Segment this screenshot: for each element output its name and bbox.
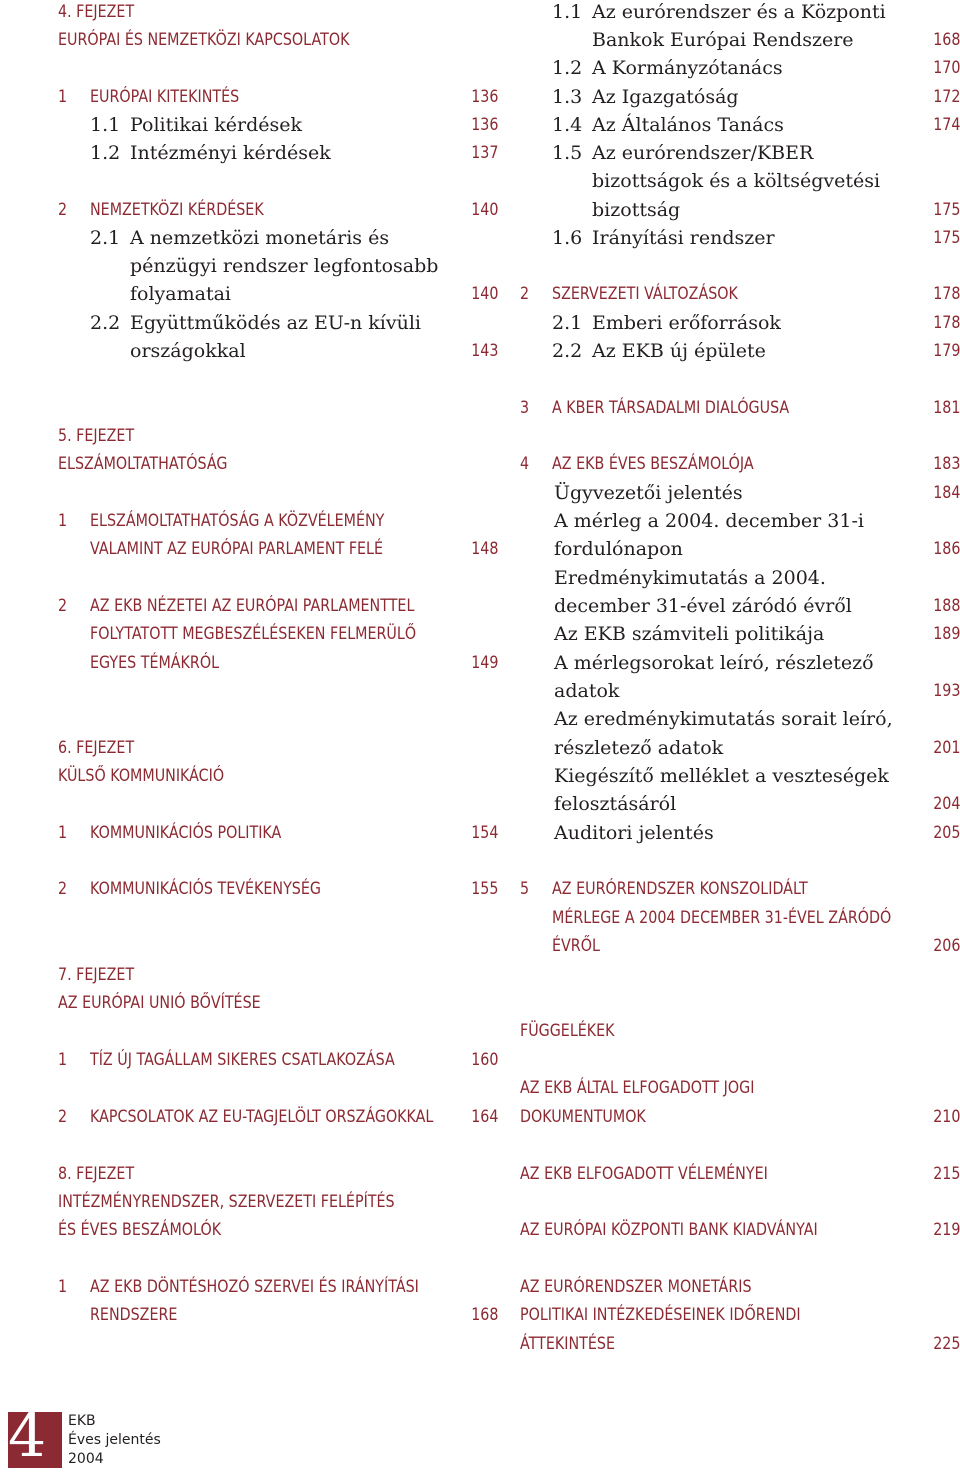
toc-entry[interactable]: 2 KAPCSOLATOK AZ EU-TAGJELÖLT ORSZÁGOKKAL 164 bbox=[58, 1107, 498, 1127]
appendix-title: FÜGGELÉKEK bbox=[520, 1021, 615, 1041]
toc-entry[interactable]: Eredménykimutatás a 2004. bbox=[554, 567, 826, 589]
toc-entry[interactable]: 2 SZERVEZETI VÁLTOZÁSOK 178 bbox=[520, 284, 960, 304]
toc-entry[interactable]: 1.1 Az eurórendszer és a Központi bbox=[552, 1, 886, 23]
toc-entry[interactable]: 1 EURÓPAI KITEKINTÉS 136 bbox=[58, 87, 498, 107]
toc-entry[interactable]: AZ EURÓPAI KÖZPONTI BANK KIADVÁNYAI 219 bbox=[520, 1220, 960, 1240]
toc-entry[interactable]: Auditori jelentés 205 bbox=[554, 822, 960, 844]
chapter-8-label: 8. FEJEZET bbox=[58, 1164, 135, 1184]
toc-entry-continued: felosztásáról 204 bbox=[554, 793, 960, 815]
toc-entry-continued: FOLYTATOTT MEGBESZÉLÉSEKEN FELMERÜLŐ bbox=[90, 624, 417, 644]
toc-entry-continued: VALAMINT AZ EURÓPAI PARLAMENT FELÉ 148 bbox=[90, 539, 498, 559]
toc-entry[interactable]: 3 A KBER TÁRSADALMI DIALÓGUSA 181 bbox=[520, 398, 960, 418]
toc-entry-continued: MÉRLEGE A 2004 DECEMBER 31-ÉVEL ZÁRÓDÓ bbox=[552, 908, 892, 928]
toc-entry-continued: POLITIKAI INTÉZKEDÉSEINEK IDŐRENDI bbox=[520, 1305, 801, 1325]
toc-entry[interactable]: A mérleg a 2004. december 31-i bbox=[554, 510, 864, 532]
toc-entry-continued: december 31-ével záródó évről 188 bbox=[554, 595, 960, 617]
toc-entry[interactable]: 1 ELSZÁMOLTATHATÓSÁG A KÖZVÉLEMÉNY bbox=[58, 511, 385, 531]
page-number: 4 bbox=[8, 1401, 47, 1471]
chapter-7-label: 7. FEJEZET bbox=[58, 965, 135, 985]
footer-publication bbox=[68, 1412, 161, 1469]
chapter-4-title: EURÓPAI ÉS NEMZETKÖZI KAPCSOLATOK bbox=[58, 30, 350, 50]
toc-entry-continued: ÉVRŐL 206 bbox=[552, 936, 960, 956]
footer-line-2: Éves jelentés bbox=[68, 1432, 161, 1448]
toc-entry[interactable]: Az eredménykimutatás sorait leíró, bbox=[554, 708, 893, 730]
toc-entry-continued: DOKUMENTUMOK 210 bbox=[520, 1107, 960, 1127]
toc-entry[interactable]: AZ EKB ELFOGADOTT VÉLEMÉNYEI 215 bbox=[520, 1164, 960, 1184]
footer-line-3: 2004 bbox=[68, 1451, 104, 1467]
toc-entry[interactable]: 2.2 Az EKB új épülete 179 bbox=[552, 340, 960, 362]
toc-entry[interactable]: Kiegészítő melléklet a veszteségek bbox=[554, 765, 889, 787]
toc-entry[interactable]: 1.2 Intézményi kérdések 137 bbox=[90, 142, 498, 164]
chapter-5-title: ELSZÁMOLTATHATÓSÁG bbox=[58, 454, 228, 474]
toc-entry[interactable]: 2.1 A nemzetközi monetáris és bbox=[90, 227, 390, 249]
toc-entry[interactable]: 1.4 Az Általános Tanács 174 bbox=[552, 114, 960, 136]
toc-entry[interactable]: 5 AZ EURÓRENDSZER KONSZOLIDÁLT bbox=[520, 879, 808, 899]
toc-entry-continued: RENDSZERE 168 bbox=[90, 1305, 498, 1325]
toc-entry[interactable]: Az EKB számviteli politikája 189 bbox=[554, 623, 960, 645]
toc-entry-continued: EGYES TÉMÁKRÓL 149 bbox=[90, 653, 498, 673]
toc-entry-continued: adatok 193 bbox=[554, 680, 960, 702]
chapter-8-title: INTÉZMÉNYRENDSZER, SZERVEZETI FELÉPÍTÉS bbox=[58, 1192, 395, 1212]
toc-entry-continued: országokkal 143 bbox=[130, 340, 498, 362]
chapter-7-title: AZ EURÓPAI UNIÓ BŐVÍTÉSE bbox=[58, 993, 261, 1013]
toc-entry[interactable]: 1 AZ EKB DÖNTÉSHOZÓ SZERVEI ÉS IRÁNYÍTÁSI bbox=[58, 1277, 419, 1297]
toc-entry-continued: bizottságok és a költségvetési bbox=[592, 170, 881, 192]
chapter-6-label: 6. FEJEZET bbox=[58, 738, 135, 758]
toc-entry[interactable]: Ügyvezetői jelentés 184 bbox=[554, 482, 960, 504]
toc-entry[interactable]: 1.6 Irányítási rendszer 175 bbox=[552, 227, 960, 249]
toc-entry-continued: pénzügyi rendszer legfontosabb bbox=[130, 255, 439, 277]
toc-entry[interactable]: 1.2 A Kormányzótanács 170 bbox=[552, 57, 960, 79]
toc-entry[interactable]: 2.1 Emberi erőforrások 178 bbox=[552, 312, 960, 334]
toc-entry[interactable]: 1 KOMMUNIKÁCIÓS POLITIKA 154 bbox=[58, 823, 498, 843]
toc-entry[interactable]: 1.1 Politikai kérdések 136 bbox=[90, 114, 498, 136]
chapter-4-label: 4. FEJEZET bbox=[58, 2, 135, 22]
toc-entry-continued: bizottság 175 bbox=[592, 199, 960, 221]
toc-entry[interactable]: 1.5 Az eurórendszer/KBER bbox=[552, 142, 814, 164]
toc-entry-continued: Bankok Európai Rendszere 168 bbox=[592, 29, 960, 51]
toc-entry[interactable]: 2.2 Együttműködés az EU-n kívüli bbox=[90, 312, 422, 334]
toc-entry[interactable]: A mérlegsorokat leíró, részletező bbox=[554, 652, 874, 674]
toc-entry[interactable]: 4 AZ EKB ÉVES BESZÁMOLÓJA 183 bbox=[520, 454, 960, 474]
toc-entry[interactable]: 2 NEMZETKÖZI KÉRDÉSEK 140 bbox=[58, 200, 498, 220]
toc-entry[interactable]: 1 TÍZ ÚJ TAGÁLLAM SIKERES CSATLAKOZÁSA 160 bbox=[58, 1050, 498, 1070]
footer-line-1: EKB bbox=[68, 1413, 96, 1429]
toc-entry-continued: fordulónapon 186 bbox=[554, 538, 960, 560]
chapter-6-title: KÜLSŐ KOMMUNIKÁCIÓ bbox=[58, 766, 225, 786]
toc-entry[interactable]: 2 KOMMUNIKÁCIÓS TEVÉKENYSÉG 155 bbox=[58, 879, 498, 899]
toc-entry[interactable]: AZ EKB ÁLTAL ELFOGADOTT JOGI bbox=[520, 1078, 755, 1098]
toc-entry-continued: ÁTTEKINTÉSE 225 bbox=[520, 1334, 960, 1354]
toc-entry-continued: folyamatai 140 bbox=[130, 283, 498, 305]
toc-entry-continued: részletező adatok 201 bbox=[554, 737, 960, 759]
chapter-5-label: 5. FEJEZET bbox=[58, 426, 135, 446]
toc-entry[interactable]: 1.3 Az Igazgatóság 172 bbox=[552, 86, 960, 108]
toc-entry[interactable]: 2 AZ EKB NÉZETEI AZ EURÓPAI PARLAMENTTEL bbox=[58, 596, 415, 616]
toc-entry[interactable]: AZ EURÓRENDSZER MONETÁRIS bbox=[520, 1277, 752, 1297]
chapter-8-title-continued: ÉS ÉVES BESZÁMOLÓK bbox=[58, 1220, 222, 1240]
